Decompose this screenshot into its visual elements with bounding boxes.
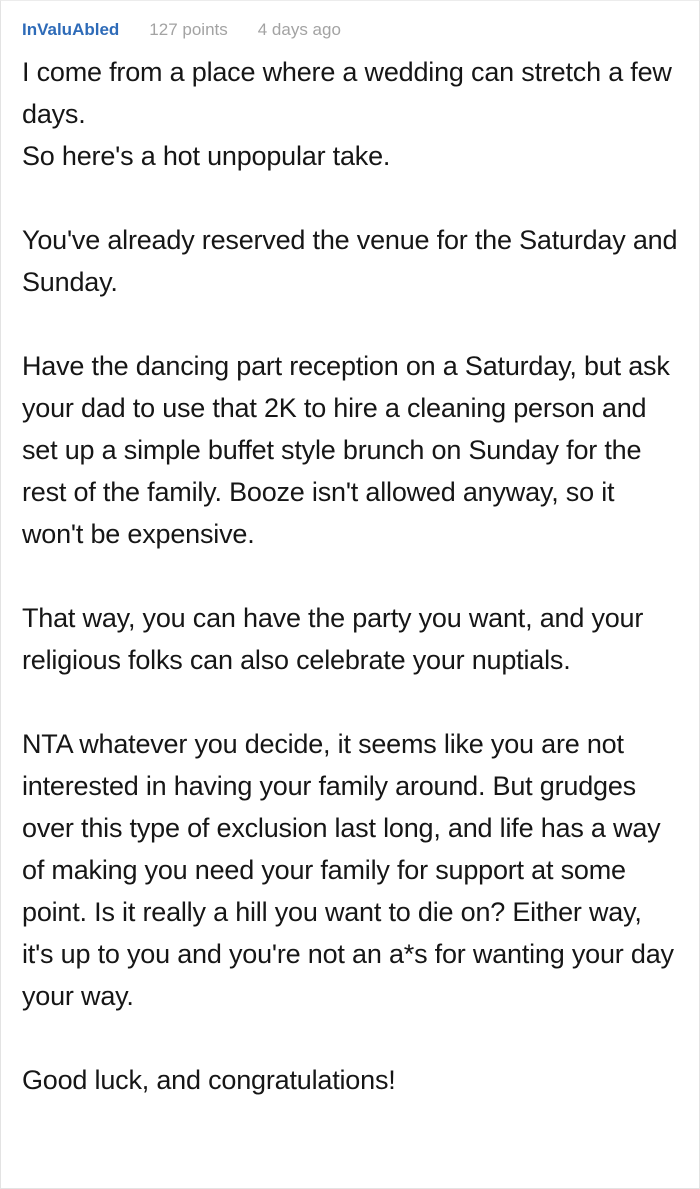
comment-points: 127 points [149,20,228,39]
comment-paragraph: Good luck, and congratulations! [22,1065,396,1095]
comment-paragraph: You've already reserved the venue for the Saturday and Sunday. [22,225,678,297]
comment-timestamp: 4 days ago [257,20,341,39]
comment-paragraph: NTA whatever you decide, it seems like you are not interested in having your family around. But grudges over this type of exclusion last long, and life has a way of making you need your family for support at some point. Is it really a hill you want to die on? Either way, it's up to you and you're not an a*s for wanting your day your way. [22,729,674,1011]
comment-body [22,51,679,1101]
comment-header [22,17,679,43]
comment-paragraph: That way, you can have the party you want, and your religious folks can also celebrate your nuptials. [22,603,644,675]
comment-author-link[interactable]: InValuAbled [22,20,120,39]
comment-paragraph: Have the dancing part reception on a Saturday, but ask your dad to use that 2K to hire a cleaning person and set up a simple buffet style brunch on Sunday for the rest of the family. Booze isn't allowed anyway, so it won't be expensive. [22,351,670,549]
comment-paragraph: I come from a place where a wedding can stretch a few days. So here's a hot unpopular take. [22,57,672,171]
